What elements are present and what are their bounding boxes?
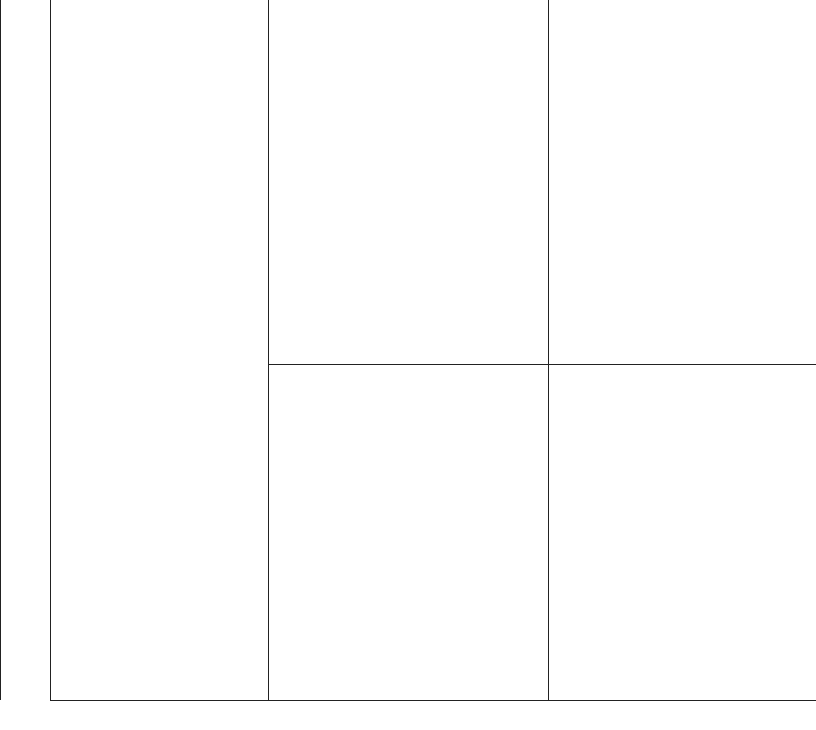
column-divider-2 — [268, 0, 269, 701]
row-divider — [268, 364, 816, 365]
column-divider-1 — [50, 0, 51, 701]
table-border-bottom — [50, 700, 816, 701]
table-border-left — [0, 0, 1, 700]
column-divider-3 — [548, 0, 549, 701]
